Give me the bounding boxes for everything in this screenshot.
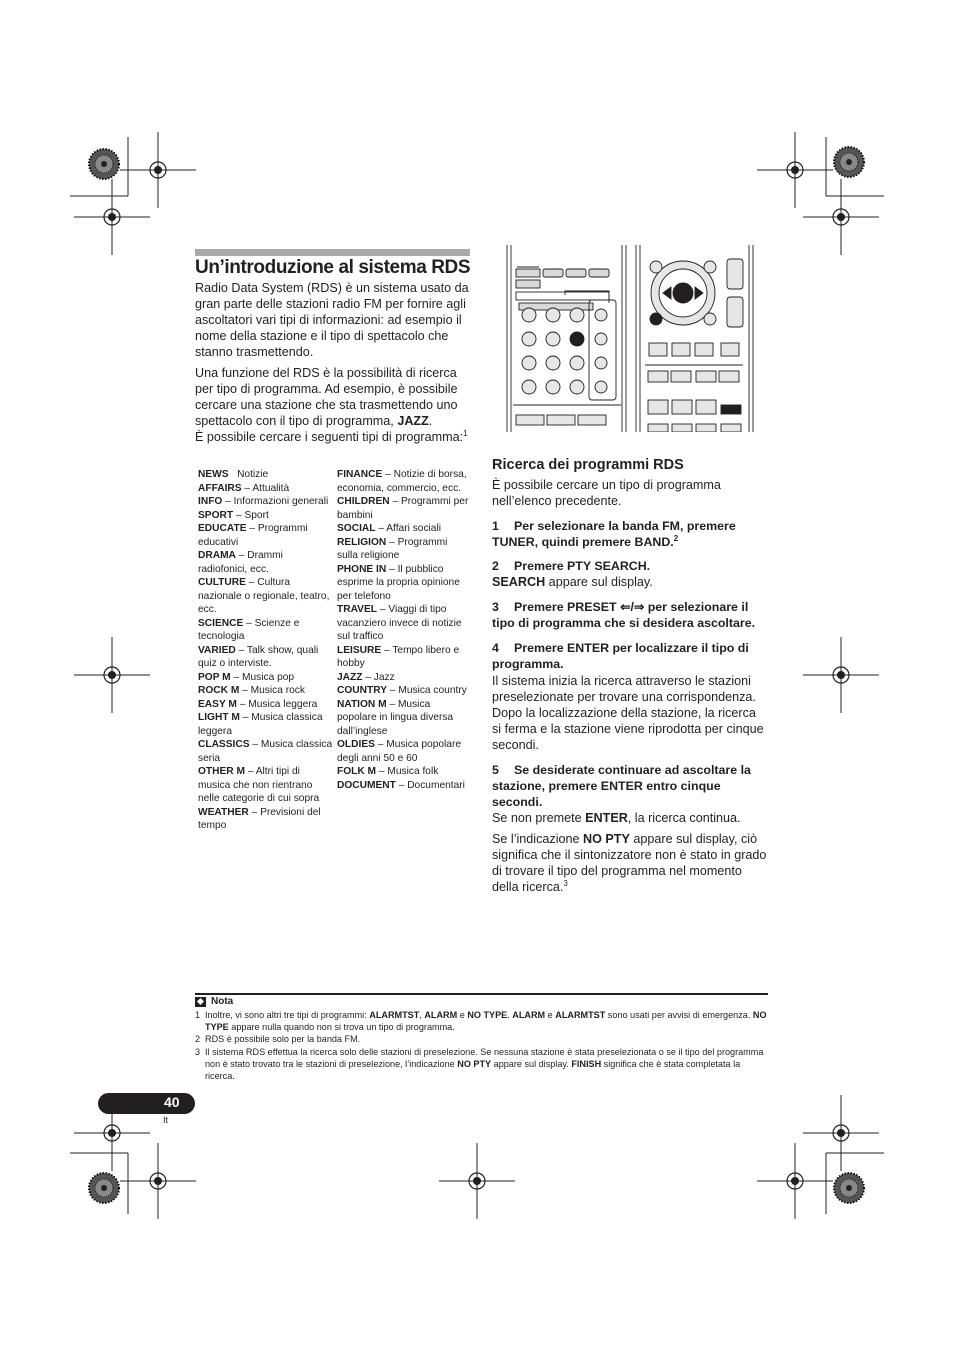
program-type-code: WEATHER bbox=[198, 806, 249, 818]
program-type-item: TRAVEL – Viaggi di tipo vacanziero invece di notizie sul traffico bbox=[337, 604, 462, 642]
program-type-item: WEATHER – Previsioni del tempo bbox=[198, 806, 321, 831]
program-type-code: TRAVEL bbox=[337, 604, 377, 615]
program-type-item: POP M – Musica pop bbox=[198, 671, 295, 683]
program-type-code: AFFAIRS bbox=[198, 482, 242, 494]
program-type-desc: Viaggi di tipo vacanziero invece di notizie sul traffico bbox=[337, 604, 462, 642]
program-type-code: EDUCATE bbox=[198, 523, 247, 534]
intro-2-end: . bbox=[428, 414, 433, 428]
search-intro: È possibile cercare un tipo di programma nell’elenco precedente. bbox=[492, 478, 721, 508]
program-type-item: ROCK M – Musica rock bbox=[198, 685, 305, 696]
step-2-search: SEARCH bbox=[492, 575, 546, 589]
footnote-2-number: 2 bbox=[195, 1034, 201, 1045]
program-type-item: COUNTRY – Musica country bbox=[337, 685, 467, 696]
program-type-item: VARIED – Talk show, quali quiz o interviste. bbox=[198, 644, 319, 669]
program-type-desc: Programmi sulla religione bbox=[337, 536, 448, 561]
program-type-code: EASY M bbox=[198, 698, 237, 710]
program-type-item: OTHER M – Altri tipi di musica che non rientrano nelle categorie di cui sopra bbox=[198, 766, 320, 804]
search-title: Ricerca dei programmi RDS bbox=[492, 457, 684, 473]
program-type-desc: Musica popolare in lingua diversa dall’inglese bbox=[337, 698, 454, 737]
step-3-text-b: per selezionare il tipo di programma che si desidera ascoltare. bbox=[492, 600, 756, 630]
step-2-number: 2 bbox=[492, 559, 499, 573]
step-5-number: 5 bbox=[492, 763, 499, 777]
program-type-desc: Previsioni del tempo bbox=[198, 806, 321, 831]
program-type-code: CULTURE bbox=[198, 577, 246, 588]
program-type-desc: Talk show, quali quiz o interviste. bbox=[198, 644, 319, 669]
step-5-body-a: Se non premete bbox=[492, 811, 586, 825]
program-type-item: LEISURE – Tempo libero e hobby bbox=[337, 644, 460, 669]
step-2-text: Premere PTY SEARCH. bbox=[514, 559, 651, 573]
step-4 bbox=[492, 640, 768, 672]
program-type-desc: Tempo libero e hobby bbox=[337, 644, 460, 669]
program-type-code: SOCIAL bbox=[337, 523, 376, 534]
intro-2-text: Una funzione del RDS è la possibilità di ricerca per tipo di programma. Ad esempio, è possibile cercare una stazione che sta trasmettendo uno spettacolo con il tipo di programma, bbox=[195, 366, 458, 428]
program-type-code: COUNTRY bbox=[337, 685, 387, 696]
footnote-2 bbox=[195, 1033, 768, 1045]
program-type-desc: Drammi radiofonici, ecc. bbox=[198, 550, 283, 575]
program-type-item: DRAMA – Drammi radiofonici, ecc. bbox=[198, 550, 283, 575]
footnote-1-number: 1 bbox=[195, 1010, 201, 1020]
program-type-item: EDUCATE – Programmi educativi bbox=[198, 523, 308, 548]
program-type-desc: Musica country bbox=[398, 685, 467, 696]
program-type-code: DRAMA bbox=[198, 550, 236, 561]
program-type-desc: Musica classica leggera bbox=[198, 712, 323, 737]
program-type-item: LIGHT M – Musica classica leggera bbox=[198, 712, 323, 737]
program-type-desc: Notizie di borsa, economia, commercio, ecc. bbox=[337, 469, 467, 494]
program-type-desc: Musica popolare degli anni 50 e 60 bbox=[337, 739, 462, 764]
program-type-desc: Attualità bbox=[252, 482, 290, 494]
remote-control-illustration bbox=[505, 245, 755, 432]
program-type-code: CLASSICS bbox=[198, 739, 250, 750]
program-type-code: CHILDREN bbox=[337, 496, 390, 507]
program-types-left-list bbox=[198, 468, 333, 833]
program-type-desc: Programmi educativi bbox=[198, 523, 308, 548]
no-pty-paragraph bbox=[492, 831, 768, 895]
page-number: 40 bbox=[164, 1094, 180, 1110]
program-type-code: NEWS bbox=[198, 469, 229, 480]
program-type-item: CULTURE – Cultura nazionale o regionale, teatro, ecc. bbox=[198, 577, 330, 615]
footnote-2-text: RDS è possibile solo per la banda FM. bbox=[205, 1034, 361, 1045]
step-1 bbox=[492, 518, 768, 550]
program-type-desc: Programmi per bambini bbox=[337, 496, 469, 521]
program-type-item: JAZZ – Jazz bbox=[337, 671, 395, 683]
program-type-code: FOLK M bbox=[337, 766, 377, 777]
note-heading bbox=[195, 995, 768, 1009]
footnote-ref-1: 1 bbox=[463, 428, 468, 438]
step-2-body bbox=[492, 574, 768, 590]
program-type-item bbox=[198, 468, 333, 482]
program-type-item: SCIENCE – Scienze e tecnologia bbox=[198, 617, 300, 642]
program-type-desc: Il pubblico esprime la propria opinione per telefono bbox=[337, 563, 460, 602]
program-type-desc: Musica folk bbox=[387, 766, 439, 777]
footnote-1 bbox=[195, 1009, 768, 1033]
program-type-item: CHILDREN – Programmi per bambini bbox=[337, 496, 469, 521]
program-type-item: CLASSICS – Musica classica seria bbox=[198, 739, 333, 764]
step-5-enter: ENTER bbox=[585, 811, 628, 825]
program-type-item: RELIGION – Programmi sulla religione bbox=[337, 536, 448, 561]
program-type-desc: Jazz bbox=[373, 671, 395, 683]
program-type-item: SOCIAL – Affari sociali bbox=[337, 523, 441, 534]
program-type-code: NATION M bbox=[337, 698, 387, 710]
step-2 bbox=[492, 558, 768, 574]
language-code: It bbox=[163, 1115, 169, 1125]
program-type-item: AFFAIRS – Attualità bbox=[198, 482, 290, 494]
step-3 bbox=[492, 599, 768, 631]
program-type-desc: Altri tipi di musica che non rientrano nelle categorie di cui sopra bbox=[198, 766, 320, 804]
program-type-item: DOCUMENT – Documentari bbox=[337, 779, 465, 791]
program-type-code: OTHER M bbox=[198, 766, 245, 777]
footnote-3-number: 3 bbox=[195, 1046, 201, 1057]
program-type-code: ROCK M bbox=[198, 685, 240, 696]
program-type-item: SPORT – Sport bbox=[198, 509, 269, 521]
section-title: Un’introduzione al sistema RDS bbox=[195, 257, 471, 278]
left-right-arrows-icon: ⇐/⇒ bbox=[620, 600, 645, 614]
program-type-desc: Musica leggera bbox=[248, 698, 318, 710]
step-5-body bbox=[492, 810, 768, 826]
intro-paragraph-2 bbox=[195, 365, 471, 445]
step-5-text: Se desiderate continuare ad ascoltare la stazione, premere ENTER entro cinque secondi. bbox=[492, 763, 751, 809]
footnote-3 bbox=[195, 1046, 768, 1083]
program-type-item: NATION M – Musica popolare in lingua diversa dall’inglese bbox=[337, 698, 454, 737]
step-5 bbox=[492, 762, 768, 810]
no-pty-code: NO PTY bbox=[583, 832, 630, 846]
program-type-code: FINANCE bbox=[337, 469, 383, 480]
program-type-code: JAZZ bbox=[337, 671, 363, 683]
no-pty-text-c: appare sul display, ciò significa che il sintonizzatore non è stato in grado di trovare il tipo del programma nel momento della ricerca. bbox=[492, 832, 767, 894]
program-type-code: LEISURE bbox=[337, 644, 382, 656]
program-type-code: OLDIES bbox=[337, 739, 375, 750]
program-type-desc: Scienze e tecnologia bbox=[198, 617, 300, 642]
no-pty-text-a: Se l’indicazione bbox=[492, 832, 584, 846]
program-type-item: INFO – Informazioni generali bbox=[198, 496, 329, 507]
program-type-desc: Notizie bbox=[237, 469, 269, 480]
intro-paragraph-1: Radio Data System (RDS) è un sistema usato da gran parte delle stazioni radio FM per fornire agli ascoltatori vari tipi di informazioni: ad esempio il nome della stazione e il tipo di spettacolo che stanno trasmettendo. bbox=[195, 281, 469, 359]
program-type-code: SPORT bbox=[198, 509, 234, 521]
step-1-number: 1 bbox=[492, 519, 499, 533]
program-type-desc: Documentari bbox=[407, 779, 465, 791]
footnote-ref-2: 2 bbox=[673, 533, 679, 543]
step-3-text-a: Premere PRESET bbox=[514, 600, 621, 614]
step-1-text: Per selezionare la banda FM, premere TUNER, quindi premere BAND. bbox=[492, 519, 736, 549]
program-type-item: FINANCE – Notizie di borsa, economia, commercio, ecc. bbox=[337, 469, 467, 494]
program-type-desc: Cultura nazionale o regionale, teatro, ecc. bbox=[198, 577, 330, 615]
heading-rule bbox=[195, 249, 470, 256]
program-type-code: PHONE IN bbox=[337, 563, 387, 575]
footnote-3-text: Il sistema RDS effettua la ricerca solo delle stazioni di preselezione. Se nessuna stazione è stata preselezionata o se il tipo del programma non è stato trovato tra le stazioni di preselezione, l’indicazione NO PTY appare sul display. FINISH significa che è stata completata la ricerca. bbox=[205, 1046, 764, 1082]
footnote-ref-3: 3 bbox=[563, 878, 568, 888]
program-type-code: SCIENCE bbox=[198, 617, 244, 629]
program-type-desc: Sport bbox=[244, 509, 269, 521]
program-type-item: OLDIES – Musica popolare degli anni 50 e 60 bbox=[337, 739, 462, 764]
program-type-code: RELIGION bbox=[337, 536, 387, 548]
intro-3-text: È possibile cercare i seguenti tipi di programma: bbox=[195, 430, 464, 444]
page-number-tab bbox=[98, 1093, 195, 1114]
program-type-item: PHONE IN – Il pubblico esprime la propria opinione per telefono bbox=[337, 563, 460, 602]
program-type-desc: Affari sociali bbox=[386, 523, 441, 534]
program-type-desc: Musica rock bbox=[250, 685, 305, 696]
note-icon bbox=[195, 997, 206, 1007]
step-3-number: 3 bbox=[492, 600, 499, 614]
notes-section bbox=[195, 995, 768, 1082]
program-type-code: LIGHT M bbox=[198, 712, 240, 723]
step-4-number: 4 bbox=[492, 641, 499, 655]
step-5-body-c: , la ricerca continua. bbox=[627, 811, 741, 825]
program-type-code: POP M bbox=[198, 671, 231, 683]
note-heading-text: Nota bbox=[211, 995, 234, 1007]
step-2-body-text: appare sul display. bbox=[545, 575, 653, 589]
step-4-body: Il sistema inizia la ricerca attraverso le stazioni preselezionate per trovare una corrispondenza. Dopo la localizzazione della stazione, la ricerca si ferma e la stazione viene riprodotta per cinque secondi. bbox=[492, 674, 764, 752]
program-type-item: EASY M – Musica leggera bbox=[198, 698, 318, 710]
program-type-desc: Musica pop bbox=[241, 671, 295, 683]
program-type-code: VARIED bbox=[198, 644, 236, 656]
program-type-item: FOLK M – Musica folk bbox=[337, 766, 439, 777]
intro-2-jazz: JAZZ bbox=[397, 414, 429, 428]
program-type-code: INFO bbox=[198, 496, 223, 507]
program-type-code: DOCUMENT bbox=[337, 779, 396, 791]
footnote-1-text: Inoltre, vi sono altri tre tipi di programmi: ALARMTST, ALARM e NO TYPE. ALARM e ALARMTST sono usati per avvisi di emergenza. NO TYPE appare nulla quando non si trova un tipo di programma. bbox=[205, 1010, 767, 1033]
program-type-desc: Informazioni generali bbox=[233, 496, 329, 507]
program-types-right-list bbox=[337, 468, 470, 792]
step-4-text: Premere ENTER per localizzare il tipo di programma. bbox=[492, 641, 749, 671]
program-type-desc: Musica classica seria bbox=[198, 739, 333, 764]
